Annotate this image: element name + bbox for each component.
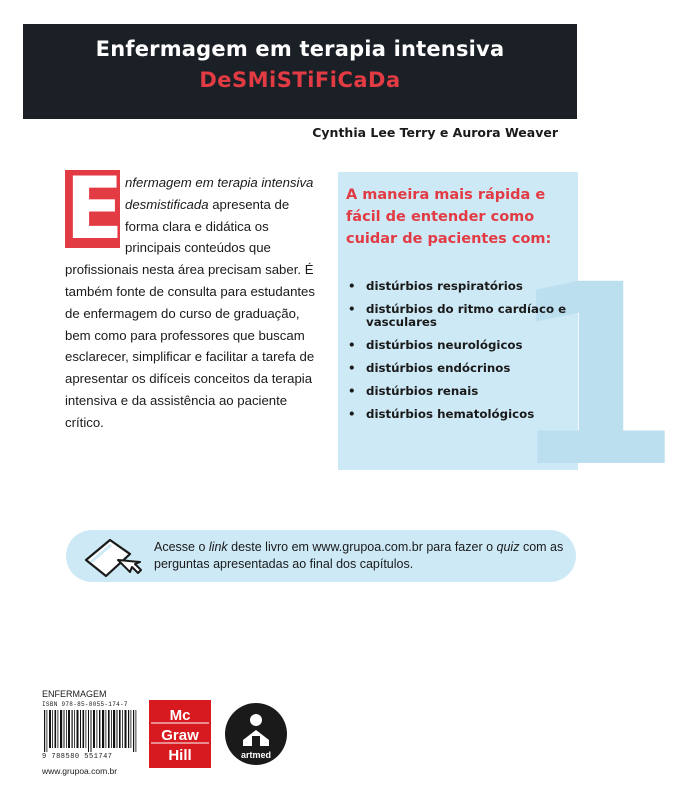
list-item: • distúrbios renais — [348, 385, 568, 398]
drop-cap: E — [65, 159, 124, 259]
list-item: • distúrbios do ritmo cardíaco e vasculares — [348, 303, 568, 329]
mcgraw-hill-logo — [149, 700, 211, 768]
list-item: • distúrbios neurológicos — [348, 339, 568, 352]
barcode-number: 9 788580 551747 — [42, 753, 113, 761]
svg-text:Mc: Mc — [169, 707, 191, 724]
isbn: ISBN 978-85-8055-174-7 — [42, 701, 128, 708]
link-word: link — [208, 540, 228, 554]
svg-text:Hill: Hill — [168, 747, 192, 764]
svg-text:artmed: artmed — [240, 750, 272, 760]
quiz-word: quiz — [496, 540, 520, 554]
book-subtitle: DeSMiSTiFiCaDa — [199, 68, 401, 92]
features-panel — [338, 172, 682, 522]
cover-header — [23, 24, 577, 119]
list-item: • distúrbios respiratórios — [348, 280, 568, 293]
book-category: ENFERMAGEM — [42, 689, 107, 699]
quiz-text: Acesse o link deste livro em www.grupoa.com.br para fazer o quiz com as perguntas apresentadas ao final dos capítulos. — [154, 540, 564, 571]
intro-body: apresenta de forma clara e didática os principais conteúdos que profissionais nesta área precisam saber. É também fonte de consulta para estudantes de enfermagem do curso de graduação, bem como para professores que buscam esclarecer, simplificar e facilitar a tarefa de apresentar os difíceis conceitos da terapia intensiva e da assistência ao paciente crítico. — [65, 196, 315, 430]
book-title: Enfermagem em terapia intensiva — [95, 37, 505, 61]
list-item: • distúrbios hematológicos — [348, 408, 568, 421]
svg-text:Graw: Graw — [161, 727, 199, 744]
topic-list — [348, 280, 568, 431]
barcode — [42, 701, 142, 762]
artmed-logo — [223, 700, 289, 768]
panel-heading: A maneira mais rápida e fácil de entender como cuidar de pacientes com: — [346, 187, 552, 247]
background-numeral: 1 — [508, 231, 682, 522]
quiz-callout — [66, 530, 576, 582]
authors: Cynthia Lee Terry e Aurora Weaver — [312, 125, 558, 140]
list-item: • distúrbios endócrinos — [348, 362, 568, 375]
publisher-website: www.grupoa.com.br — [42, 766, 118, 776]
intro-paragraph — [65, 159, 315, 434]
cursor-card-icon — [80, 534, 156, 580]
barcode-bars — [42, 710, 142, 752]
intro-italic-title: nfermagem em terapia intensiva desmistificada — [125, 175, 314, 212]
